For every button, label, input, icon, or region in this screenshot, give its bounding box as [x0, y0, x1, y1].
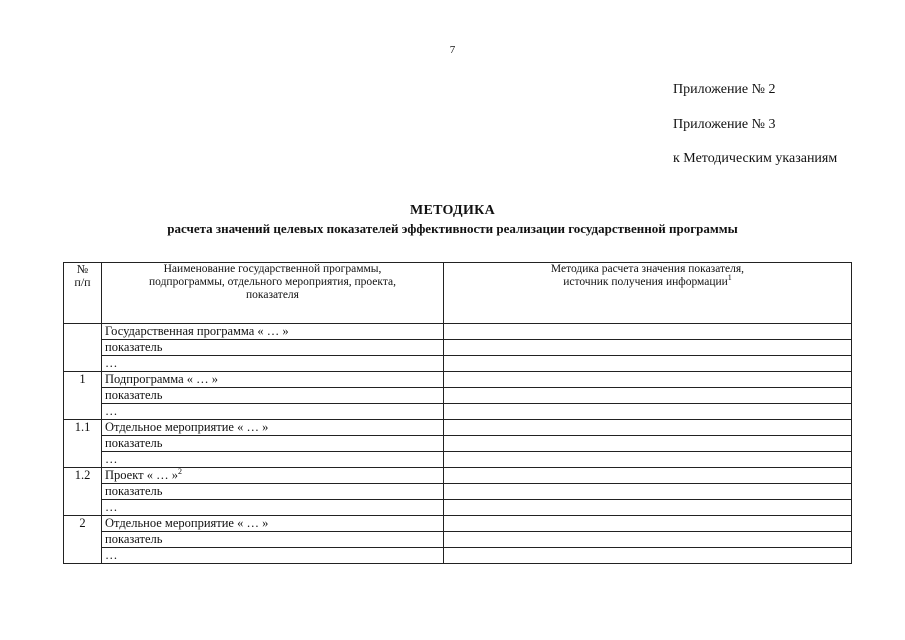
row-name-text: Проект « … » — [105, 468, 178, 482]
row-number-cell: 1.1 — [64, 420, 102, 468]
table-row — [64, 516, 852, 532]
row-method-cell — [444, 500, 852, 516]
row-name-cell: Отдельное мероприятие « … » — [102, 516, 444, 532]
row-method-cell — [444, 436, 852, 452]
row-method-cell — [444, 484, 852, 500]
row-name-footnote: 2 — [177, 466, 182, 476]
row-name-cell: … — [102, 404, 444, 420]
row-name-cell: показатель — [102, 388, 444, 404]
row-number-cell — [64, 324, 102, 372]
header-method-line-1: Методика расчета значения показателя, — [550, 263, 745, 275]
table-row — [64, 420, 852, 436]
header-name-line-1: Наименование государственной программы, — [163, 263, 382, 275]
header-name-line-3: показателя — [246, 289, 299, 301]
row-name-cell: показатель — [102, 484, 444, 500]
row-method-cell — [444, 548, 852, 564]
row-name-cell — [102, 468, 444, 484]
header-method-footnote: 1 — [727, 273, 732, 283]
header-name-line-2: подпрограммы, отдельного мероприятия, проекта, — [149, 276, 396, 288]
table-header-row — [64, 263, 852, 324]
row-method-cell — [444, 356, 852, 372]
table-row — [64, 356, 852, 372]
header-number-line-2: п/п — [74, 275, 91, 289]
row-name-cell: Отдельное мероприятие « … » — [102, 420, 444, 436]
header-method-line-2: источник получения информации — [563, 276, 728, 288]
appendix-line-3: к Методическим указаниям — [673, 151, 838, 166]
row-method-cell — [444, 372, 852, 388]
row-name-cell: … — [102, 500, 444, 516]
table-row — [64, 500, 852, 516]
row-name-cell: Государственная программа « … » — [102, 324, 444, 340]
page-number: 7 — [449, 44, 456, 56]
row-name-cell: … — [102, 548, 444, 564]
appendix-line-1: Приложение № 2 — [673, 82, 776, 97]
table-row — [64, 404, 852, 420]
row-method-cell — [444, 404, 852, 420]
row-name-cell: показатель — [102, 340, 444, 356]
table-row — [64, 532, 852, 548]
row-name-cell: Подпрограмма « … » — [102, 372, 444, 388]
row-name-cell: показатель — [102, 436, 444, 452]
table-row — [64, 468, 852, 484]
row-method-cell — [444, 324, 852, 340]
row-number-cell: 2 — [64, 516, 102, 564]
table-row — [64, 436, 852, 452]
document-subtitle: расчета значений целевых показателей эффективности реализации государственной программы — [167, 221, 738, 236]
methodology-table — [63, 262, 852, 564]
row-method-cell — [444, 452, 852, 468]
header-number-line-1: № — [76, 262, 89, 276]
row-method-cell — [444, 468, 852, 484]
row-method-cell — [444, 388, 852, 404]
row-name-cell: … — [102, 452, 444, 468]
table-row — [64, 548, 852, 564]
table-row — [64, 484, 852, 500]
document-title: МЕТОДИКА — [409, 203, 496, 218]
row-method-cell — [444, 420, 852, 436]
row-name-cell: … — [102, 356, 444, 372]
appendix-line-2: Приложение № 3 — [673, 117, 776, 132]
row-method-cell — [444, 532, 852, 548]
row-number-cell: 1 — [64, 372, 102, 420]
table-row — [64, 372, 852, 388]
row-name-cell: показатель — [102, 532, 444, 548]
header-method — [444, 263, 852, 324]
header-name — [102, 263, 444, 324]
row-method-cell — [444, 340, 852, 356]
table-row — [64, 388, 852, 404]
table-row — [64, 340, 852, 356]
header-number — [64, 263, 102, 324]
row-number-cell: 1.2 — [64, 468, 102, 516]
row-method-cell — [444, 516, 852, 532]
table-row — [64, 324, 852, 340]
table-row — [64, 452, 852, 468]
